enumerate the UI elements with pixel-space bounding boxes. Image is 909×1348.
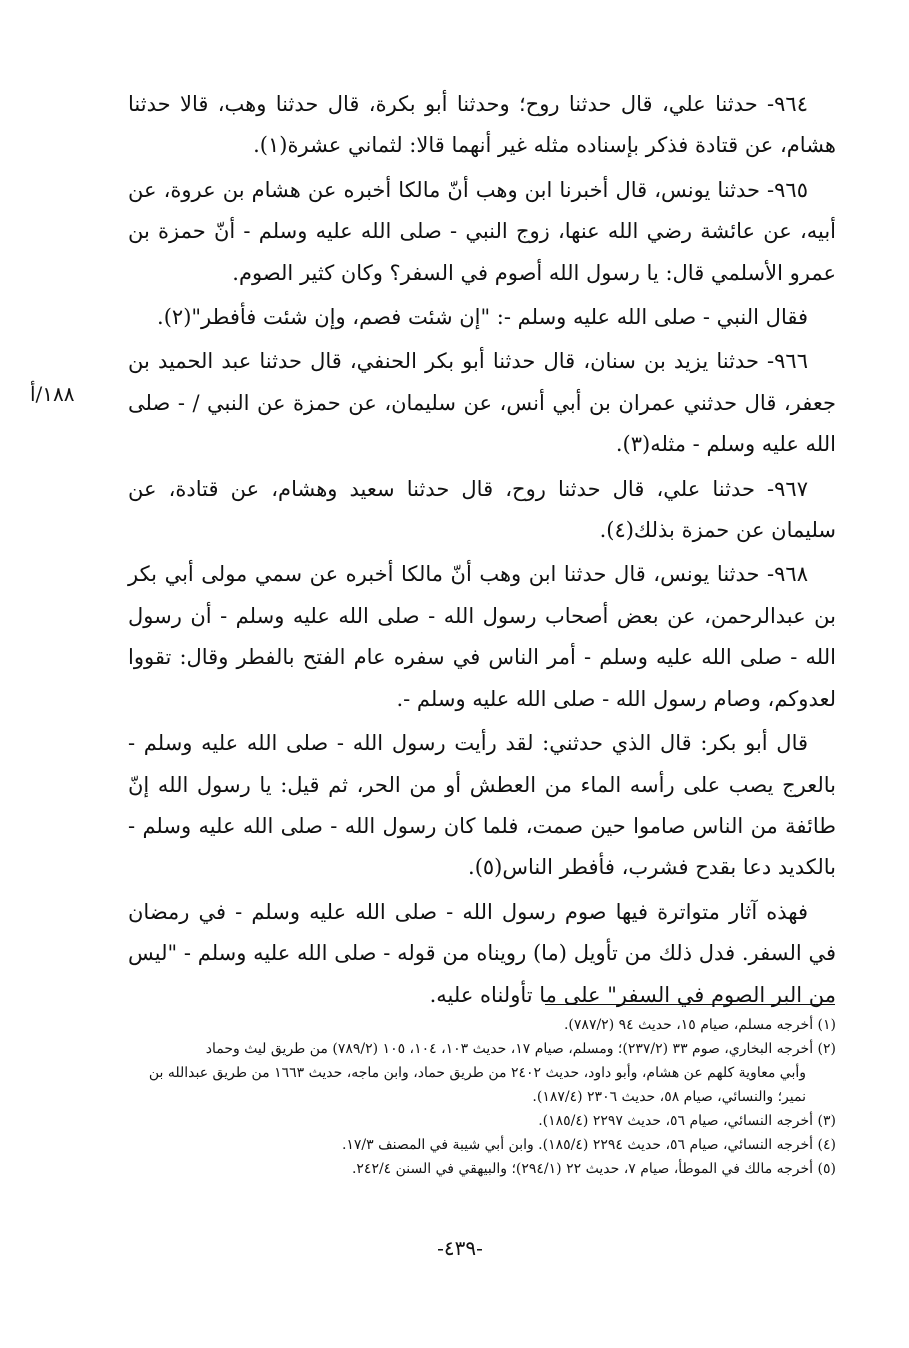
page-number: -٤٣٩- <box>437 1236 483 1260</box>
manuscript-folio-note: ١٨٨/أ <box>30 382 75 406</box>
conclusion-paragraph: فهذه آثار متواترة فيها صوم رسول الله - صلى الله عليه وسلم - في رمضان في السفر. فدل ذلك من تأويل (ما) رويناه من قوله - صلى الله عليه وسلم - "ليس من البر الصوم في السفر" على ما تأولناه عليه. <box>128 899 836 1007</box>
abu-bakr-narration: قال أبو بكر: قال الذي حدثني: لقد رأيت رسول الله - صلى الله عليه وسلم - بالعرج يصب على رأسه الماء من العطش أو من الحر، ثم قيل: يا رسول الله إنّ طائفة من الناس صاموا حين صمت، فلما كان رسول الله - صلى الله عليه وسلم - بالكديد دعا بقدح فشرب، فأفطر الناس(٥). <box>128 731 836 880</box>
hadith-965-reply: فقال النبي - صلى الله عليه وسلم -: "إن شئت فصم، وإن شئت فأفطر"(٢). <box>157 305 808 330</box>
hadith-967: ٩٦٧- حدثنا علي، قال حدثنا روح، قال حدثنا سعيد وهشام، عن قتادة، عن سليمان عن حمزة بذلك(٤). <box>128 476 836 543</box>
footnote-2-continued-2: نمير؛ والنسائي، صيام ٥٨، حديث ٢٣٠٦ (١٨٧/٤). <box>532 1089 806 1105</box>
hadith-966: ٩٦٦- حدثنا يزيد بن سنان، قال حدثنا أبو بكر الحنفي، قال حدثنا عبد الحميد بن جعفر، قال حدثني عمران بن أبي أنس، عن سليمان، عن حمزة عن النبي / - صلى الله عليه وسلم - مثله(٣). <box>128 349 836 457</box>
footnotes <box>118 1014 836 1182</box>
footnote-5: (٥) أخرجه مالك في الموطأ، صيام ٧، حديث ٢٢ (٢٩٤/١)؛ والبيهقي في السنن ٢٤٢/٤. <box>351 1161 836 1177</box>
main-text <box>128 84 836 1019</box>
footnote-2: (٢) أخرجه البخاري، صوم ٣٣ (٢٣٧/٢)؛ ومسلم، صيام ١٧، حديث ١٠٣، ١٠٤، ١٠٥ (٧٨٩/٢) من طريق ليث وحماد <box>205 1041 836 1057</box>
hadith-968: ٩٦٨- حدثنا يونس، قال حدثنا ابن وهب أنّ مالكا أخبره عن سمي مولى أبي بكر بن عبدالرحمن، عن بعض أصحاب رسول الله - صلى الله عليه وسلم - أن رسول الله - صلى الله عليه وسلم - أمر الناس في سفره عام الفتح بالفطر وقال: تقووا لعدوكم، وصام رسول الله - صلى الله عليه وسلم -. <box>128 562 836 711</box>
hadith-965: ٩٦٥- حدثنا يونس، قال أخبرنا ابن وهب أنّ مالكا أخبره عن هشام بن عروة، عن أبيه، عن عائشة رضي الله عنها، زوج النبي - صلى الله عليه وسلم - أنّ حمزة بن عمرو الأسلمي قال: يا رسول الله أصوم في السفر؟ وكان كثير الصوم. <box>128 177 836 285</box>
footnote-1: (١) أخرجه مسلم، صيام ١٥، حديث ٩٤ (٧٨٧/٢). <box>563 1017 836 1033</box>
footnote-2-continued: وأبي معاوية كلهم عن هشام، وأبو داود، حديث ٢٤٠٢ من طريق حماد، وابن ماجه، حديث ١٦٦٣ من طريق عبدالله بن <box>148 1065 806 1081</box>
hadith-964: ٩٦٤- حدثنا علي، قال حدثنا روح؛ وحدثنا أبو بكرة، قال حدثنا وهب، قالا حدثنا هشام، عن قتادة فذكر بإسناده مثله غير أنهما قالا: لثماني عشرة(١). <box>128 92 836 158</box>
footnote-divider <box>545 1004 835 1005</box>
footnote-4: (٤) أخرجه النسائي، صيام ٥٦، حديث ٢٢٩٤ (١٨٥/٤). وابن أبي شيبة في المصنف ١٧/٣. <box>341 1137 836 1153</box>
footnote-3: (٣) أخرجه النسائي، صيام ٥٦، حديث ٢٢٩٧ (١٨٥/٤). <box>538 1113 836 1129</box>
